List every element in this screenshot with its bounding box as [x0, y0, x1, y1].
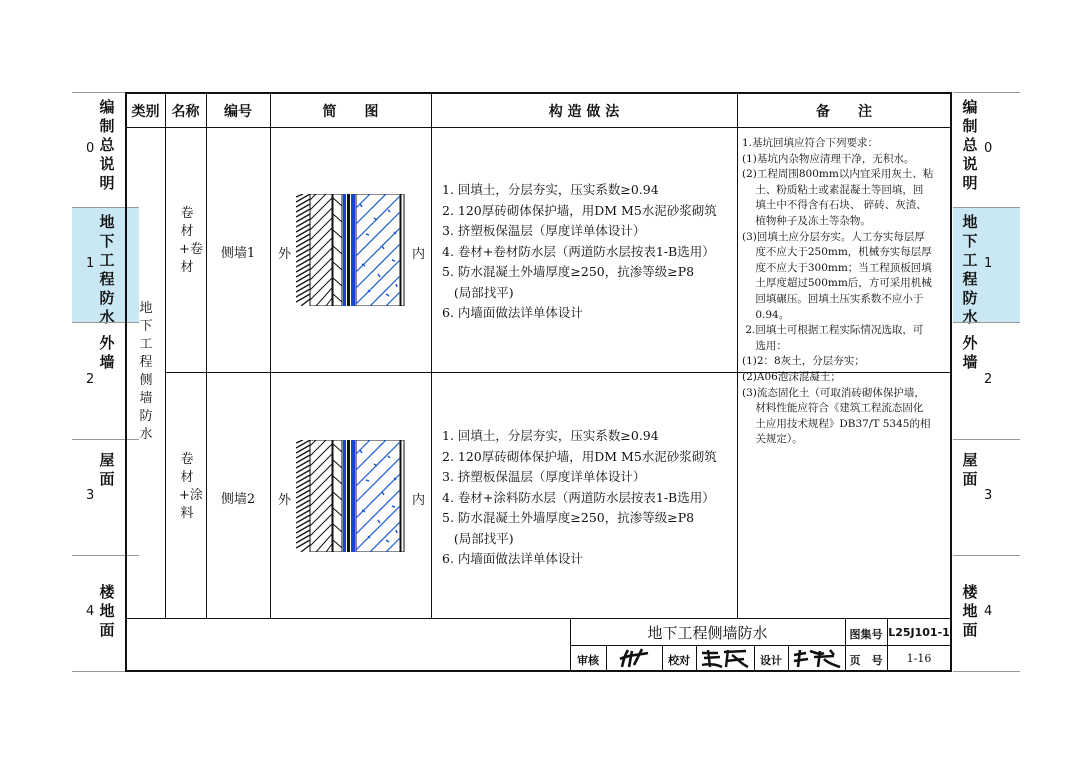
method-line: (局部找平)	[442, 284, 514, 300]
category-label: 地下工程侧墙防水	[139, 301, 153, 442]
side-nav-separator	[953, 555, 1020, 556]
col-line-5	[737, 93, 738, 618]
table-bottom-line	[126, 618, 951, 619]
backfill-soil-layer	[296, 440, 310, 552]
note-line: 土厚度超过500mm后，方可采用机械	[742, 277, 932, 290]
side-tab-right-1[interactable]	[953, 207, 1020, 326]
xps-insulation-layer	[333, 194, 342, 306]
note-line: 材料性能应符合《建筑工程流态固化	[742, 402, 924, 415]
row1-inside-label: 内	[412, 247, 426, 262]
side-tab-label: 楼地面	[99, 583, 115, 639]
interior-finish-layer	[401, 440, 404, 552]
col-line-1	[165, 93, 166, 618]
row2-code: 侧墙2	[220, 492, 256, 507]
header-code: 编号	[224, 104, 252, 120]
waterproof-concrete-wall	[356, 440, 400, 552]
note-line: 度不应大于250mm，机械夯实每层厚	[742, 246, 932, 259]
side-tab-label: 编制总说明	[99, 98, 115, 192]
side-nav-separator	[953, 671, 1020, 672]
header-diagram: 简 图	[322, 104, 379, 120]
side-tab-label: 地下工程防水	[962, 213, 978, 326]
side-tab-number: 1	[86, 256, 95, 271]
note-line: 土、粉质粘土或素混凝土等回填，回	[742, 183, 924, 196]
page-number: 1-16	[906, 652, 932, 665]
method-line: 6. 内墙面做法详单体设计	[442, 551, 583, 566]
method-line: 3. 挤塑板保温层（厚度详单体设计）	[442, 223, 646, 238]
tb-line-e	[696, 646, 697, 671]
side-tab-label: 屋面	[99, 451, 115, 488]
col-line-3	[270, 93, 271, 618]
method-line: 6. 内墙面做法详单体设计	[442, 305, 583, 320]
side-tab-number: 2	[984, 372, 993, 387]
designer-signature	[790, 647, 844, 670]
note-line: 选用：	[742, 339, 787, 352]
row2-section-diagram	[296, 440, 408, 552]
method-line: (局部找平)	[442, 530, 514, 546]
note-line: 回填碾压。回填土压实系数不应小于	[742, 292, 924, 305]
row1-method	[442, 180, 717, 324]
design-label: 设计	[760, 654, 782, 667]
side-tab-label: 楼地面	[962, 583, 978, 639]
xps-insulation-layer	[333, 440, 342, 552]
atlas-number: L25J101-1	[888, 626, 950, 639]
col-line-2	[206, 93, 207, 618]
note-line: 2.回填土可根据工程实际情况选取，可	[742, 324, 924, 337]
row2-outside-label: 外	[278, 493, 292, 508]
header-name: 名称	[171, 104, 200, 120]
note-line: 1.基坑回填应符合下列要求：	[742, 137, 879, 149]
side-tab-number: 3	[86, 488, 95, 503]
row2-name: 卷材+涂料	[179, 452, 203, 521]
row1-name: 卷材+卷材	[179, 206, 203, 275]
drawing-title: 地下工程侧墙防水	[647, 624, 768, 642]
method-line: 1. 回填土，分层夯实，压实系数≥0.94	[442, 428, 659, 443]
backfill-soil-layer	[296, 194, 310, 306]
method-line: 2. 120厚砖砌体保护墙，用DM M5水泥砂浆砌筑	[442, 202, 717, 218]
side-nav-separator	[953, 439, 1020, 440]
note-line: 土应用技术规程》DB37/T 5345的相	[742, 417, 931, 430]
note-line: (2)A06泡沫混凝土；	[742, 370, 841, 383]
side-nav-separator	[953, 322, 1020, 323]
note-line: (1)2：8灰土，分层夯实；	[742, 355, 865, 368]
side-tab-right-4[interactable]	[953, 555, 1020, 671]
note-line: (3)流态固化土（可取消砖砌体保护墙，	[742, 386, 925, 399]
header-notes: 备 注	[816, 104, 872, 120]
row2-inside-label: 内	[412, 493, 426, 508]
side-tab-label: 外墙	[962, 334, 978, 371]
atlas-number-label: 图集号	[849, 628, 883, 641]
method-line: 5. 防水混凝土外墙厚度≥250，抗渗等级≥P8	[442, 510, 695, 525]
row1-section-diagram	[296, 194, 408, 306]
method-line: 3. 挤塑板保温层（厚度详单体设计）	[442, 469, 646, 484]
side-tab-right-2[interactable]	[953, 322, 1020, 439]
tb-line-g	[788, 646, 789, 671]
note-line: 填土中不得含有石块、 碎砖、灰渣、	[742, 199, 927, 212]
note-line: 度不应大于300mm；当工程顶板回填	[742, 261, 932, 274]
side-tab-number: 1	[984, 256, 993, 271]
side-tab-label: 外墙	[99, 334, 115, 371]
method-line: 1. 回填土，分层夯实，压实系数≥0.94	[442, 182, 659, 197]
review-label: 审核	[577, 654, 599, 667]
waterproof-concrete-wall	[356, 194, 400, 306]
note-line: 关规定）。	[742, 433, 803, 446]
waterproof-membrane-layers	[343, 194, 355, 306]
row1-outside-label: 外	[278, 247, 292, 262]
row1-code: 侧墙1	[220, 246, 256, 261]
side-tab-number: 4	[86, 604, 95, 619]
note-line: (3)回填土应分层夯实。人工夯实每层厚	[742, 230, 925, 243]
side-tab-number: 0	[984, 141, 993, 156]
tb-mid-line	[570, 645, 951, 646]
side-tab-label: 编制总说明	[962, 98, 978, 192]
note-line: 植物种子及冻土等杂物。	[742, 214, 871, 227]
side-tab-label: 地下工程防水	[99, 213, 115, 326]
note-line: (1)基坑内杂物应清理干净，无积水。	[742, 152, 915, 165]
side-tab-number: 2	[86, 372, 95, 387]
method-line: 5. 防水混凝土外墙厚度≥250，抗渗等级≥P8	[442, 264, 695, 279]
side-tab-number: 4	[984, 604, 993, 619]
check-label: 校对	[668, 654, 690, 667]
method-line: 4. 卷材+卷材防水层（两道防水层按表1-B选用）	[442, 243, 715, 259]
reviewer-signature	[614, 647, 658, 670]
checker-signature	[698, 647, 752, 670]
tb-line-c	[606, 646, 607, 671]
header-category: 类别	[131, 104, 160, 120]
col-line-4	[431, 93, 432, 618]
page-number-label: 页 号	[849, 654, 883, 667]
side-tab-right-3[interactable]	[953, 439, 1020, 555]
side-tab-label: 屋面	[962, 451, 978, 488]
row2-method	[442, 426, 717, 570]
side-nav-separator	[953, 207, 1020, 208]
side-nav-separator	[953, 92, 1020, 93]
header-divider	[126, 127, 951, 128]
brick-protection-wall	[310, 440, 332, 552]
note-line: (2)工程周围800mm以内宜采用灰土、粘	[742, 168, 934, 181]
note-line: 0.94。	[742, 308, 790, 321]
interior-finish-layer	[401, 194, 404, 306]
side-tab-number: 0	[86, 141, 95, 156]
brick-protection-wall	[310, 194, 332, 306]
notes-text	[742, 136, 933, 448]
waterproof-membrane-coating-layers	[343, 440, 355, 552]
side-tab-right-0[interactable]	[953, 92, 1020, 207]
header-method: 构 造 做 法	[548, 104, 620, 120]
side-tab-number: 3	[984, 488, 993, 503]
method-line: 4. 卷材+涂料防水层（两道防水层按表1-B选用）	[442, 489, 715, 505]
method-line: 2. 120厚砖砌体保护墙，用DM M5水泥砂浆砌筑	[442, 448, 717, 464]
